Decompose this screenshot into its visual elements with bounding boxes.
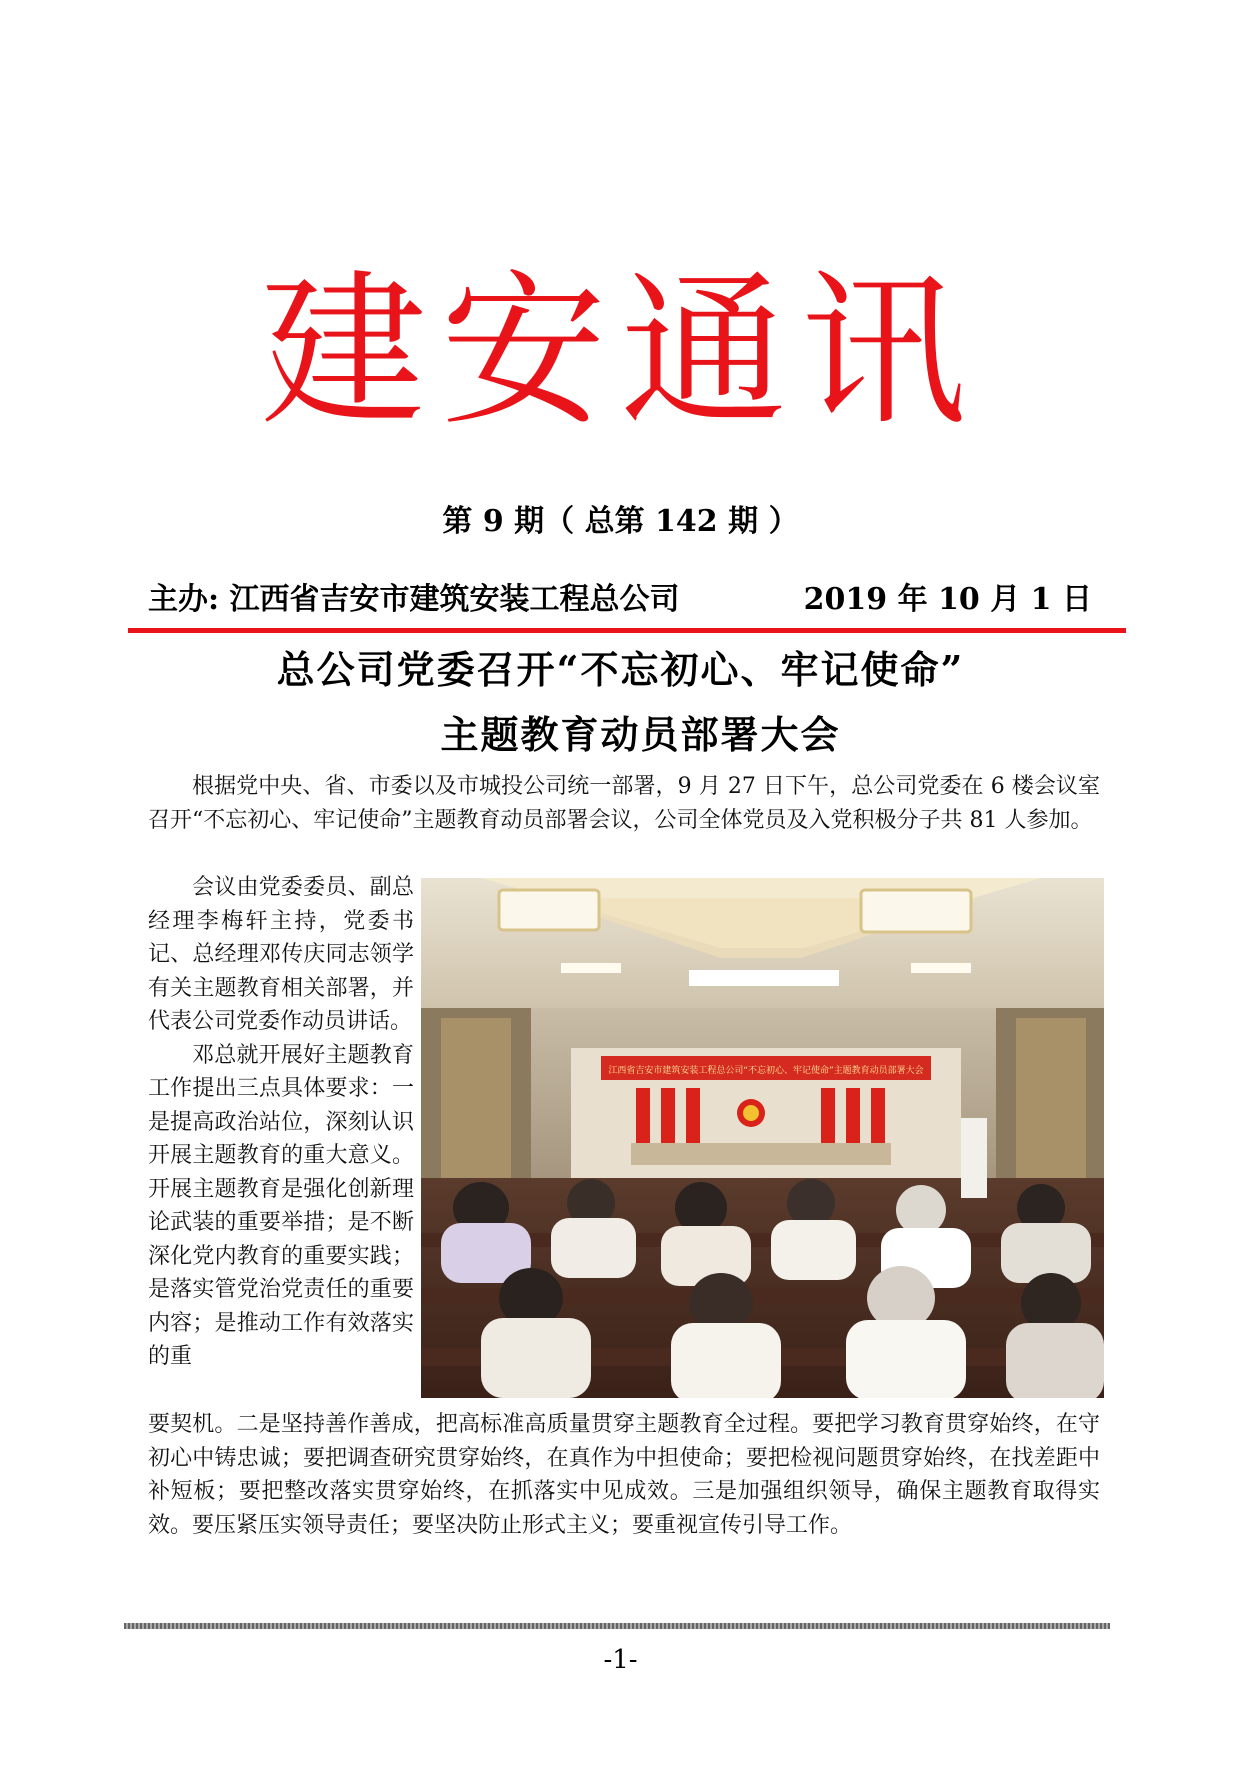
article-column — [148, 871, 414, 1374]
footer-divider — [124, 1623, 1110, 1629]
publication-date: 2019 年 10 月 1 日 — [803, 582, 1092, 617]
article-paragraph-3: 邓总就开展好主题教育工作提出三点具体要求：一是提高政治站位，深刻认识开展主题教育的重大意义。开展主题教育是强化创新理论武装的重要举措；是不断深化党内教育的重要实践；是落实管党治党责任的重要内容；是推动工作有效落实的重 — [148, 1042, 414, 1369]
page-number: -1- — [603, 1645, 638, 1675]
article-intro: 根据党中央、省、市委以及市城投公司统一部署，9 月 27 日下午，总公司党委在 6 楼会议室召开“不忘初心、牢记使命”主题教育动员部署会议，公司全体党员及入党积极分子共 81 人参加。 — [148, 774, 1100, 833]
photo-banner-text: 江西省吉安市建筑安装工程总公司“不忘初心、牢记使命”主题教育动员部署大会 — [608, 1066, 924, 1076]
masthead-title: 建安通讯 — [260, 256, 981, 449]
article-paragraph-3-continued: 要契机。二是坚持善作善成，把高标准高质量贯穿主题教育全过程。要把学习教育贯穿始终，在守初心中铸忠诚；要把调查研究贯穿始终，在真作为中担使命；要把检视问题贯穿始终，在找差距中补短板；要把整改落实贯穿始终，在抓落实中见成效。三是加强组织领导，确保主题教育取得实效。要压紧压实领导责任；要坚决防止形式主义；要重视宣传引导工作。 — [148, 1412, 1100, 1538]
meeting-photo — [421, 878, 1104, 1398]
header-divider — [128, 628, 1126, 633]
article-headline-line2: 主题教育动员部署大会 — [440, 712, 841, 757]
publisher: 主办: 江西省吉安市建筑安装工程总公司 — [148, 582, 680, 617]
issue-number: 第 9 期（ 总第 142 期 ） — [442, 504, 799, 539]
article-paragraph-2: 会议由党委委员、副总经理李梅轩主持，党委书记、总经理邓传庆同志领学有关主题教育相关部署，并代表公司党委作动员讲话。 — [148, 875, 414, 1034]
article-headline-line1: 总公司党委召开“不忘初心、牢记使命” — [276, 647, 965, 692]
